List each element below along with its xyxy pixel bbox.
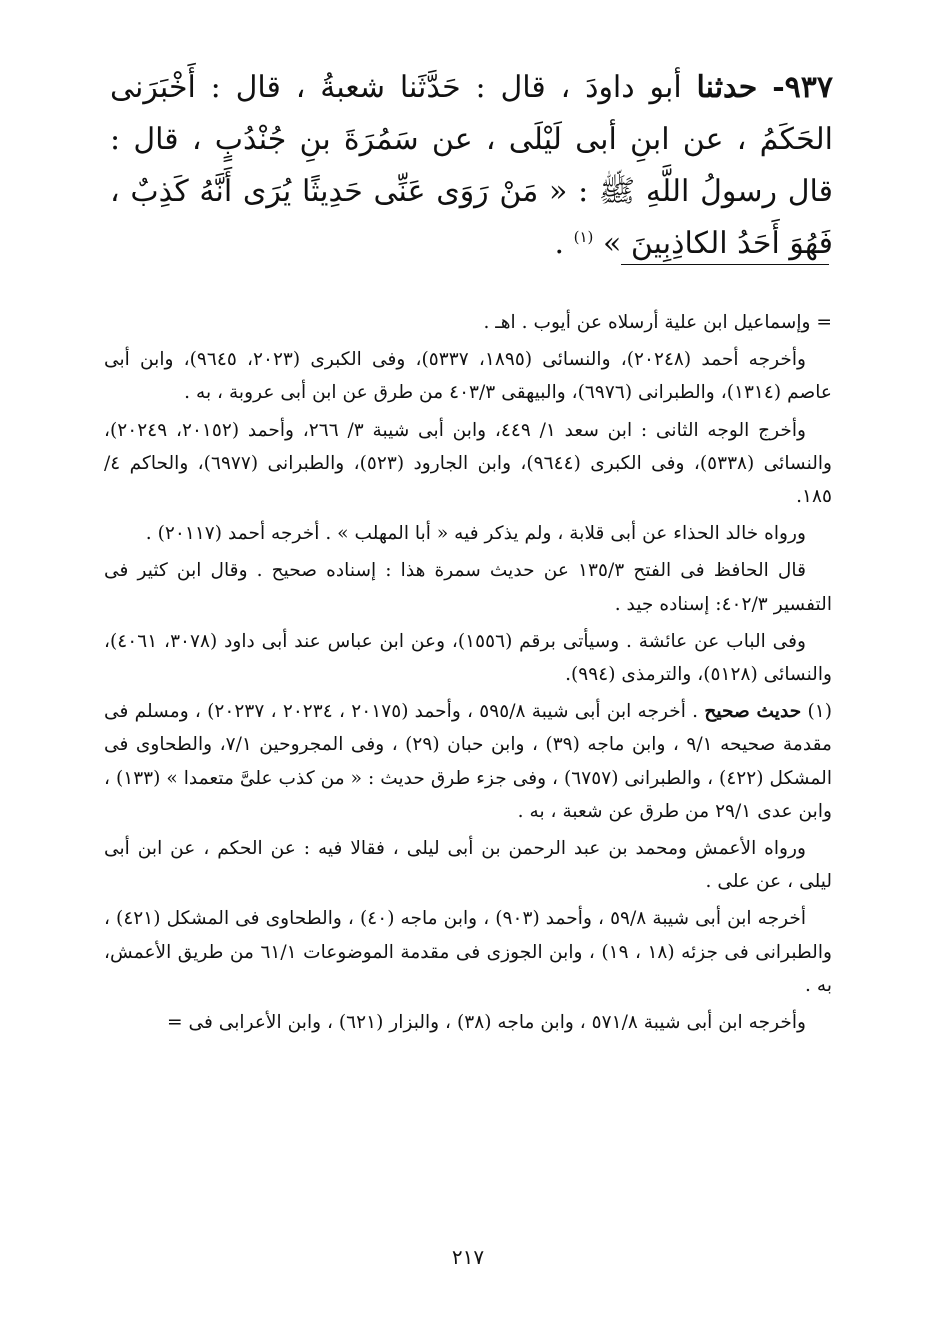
footnote-1-grade: حديث صحيح: [704, 701, 802, 723]
note-paragraph: أخرجه ابن أبى شيبة ٥٩/٨ ، وأحمد (٩٠٣) ، وابن ماجه (٤٠) ، والطحاوى فى المشكل (٤٢١) ، والطبرانى فى جزئه (١٨ ، ١٩) ، وابن الجوزى فى مقدمة الموضوعات ٦١/١ من طريق الأعمش، به .: [104, 908, 832, 996]
footnote-1-ref: (١): [807, 701, 832, 723]
note-paragraph: قال الحافظ فى الفتح ١٣٥/٣ عن حديث سمرة هذا : إسناده صحيح . وقال ابن كثير فى التفسير ٤٠٢/٣: إسناده جيد .: [104, 560, 832, 615]
note-paragraph: ورواه الأعمش ومحمد بن عبد الرحمن بن أبى ليلى ، فقالا فيه : عن الحكم ، عن ابن أبى ليلى ، عن على .: [104, 838, 832, 893]
note-paragraph: وأخرجه ابن أبى شيبة ٥٧١/٨ ، وابن ماجه (٣٨) ، والبزار (٦٢١) ، وابن الأعرابى فى =: [166, 1012, 806, 1034]
hadith-number: ٩٣٧-: [772, 70, 833, 105]
note-paragraph: وفى الباب عن عائشة . وسيأتى برقم (١٥٥٦)، وعن ابن عباس عند أبى داود (٣٠٧٨، ٤٠٦١)، والنسائى (٥١٢٨)، والترمذى (٩٩٤).: [104, 630, 832, 686]
footnotes: [104, 306, 832, 1043]
note-paragraph: وأخرج الوجه الثانى : ابن سعد ١/ ٤٤٩، وابن أبى شيبة ٣/ ٢٦٦، وأحمد (٢٠١٥٢، ٢٠٢٤٩)، والنسائى (٥٣٣٨)، وفى الكبرى (٩٦٤٤)، وابن الجارود (٥٢٣)، والطبرانى (٦٩٧٧)، والحاكم ٤/ ١٨٥.: [104, 419, 833, 508]
hadith-end: .: [554, 226, 574, 261]
footnote-1: [104, 695, 832, 828]
note-paragraph: = وإسماعيل ابن علية أرسلاه عن أيوب . اهـ .: [483, 312, 832, 333]
page-number: ٢١٧: [451, 1245, 485, 1269]
footnote-separator: [621, 264, 829, 265]
note-paragraph: ورواه خالد الحذاء عن أبى قلابة ، ولم يذكر فيه « أبا المهلب » . أخرجه أحمد (٢٠١١٧) .: [145, 523, 806, 545]
note-paragraph: وأخرجه أحمد (٢٠٢٤٨)، والنسائى (١٨٩٥، ٥٣٣٧)، وفى الكبرى (٢٠٢٣، ٩٦٤٥)، وابن أبى عاصم (١٣١٤)، والطبرانى (٦٩٧٦)، والبيهقى ٤٠٣/٣ من طرق عن ابن أبى عروبة ، به .: [104, 349, 832, 404]
hadith-intro: حدثنا: [696, 70, 758, 105]
footnote-1-body: . أخرجه ابن أبى شيبة ٥٩٥/٨ ، وأحمد (٢٠١٧٥ ، ٢٠٢٣٤ ، ٢٠٢٣٧) ، ومسلم فى مقدمة صحيحه ٩/١ ، وابن ماجه (٣٩) ، وابن حبان (٢٩) ، وفى المجروحين ٧/١، والطحاوى فى المشكل (٤٢٢) ، والطبرانى (٦٧٥٧) ، وفى جزء طرق حديث : « من كذب علىَّ متعمدا » (١٣٣) ، وابن عدى ٢٩/١ من طرق عن شعبة ، به .: [104, 701, 832, 822]
hadith-text: [110, 62, 833, 270]
footnote-ref: (١): [573, 228, 594, 246]
hadith-body: أبو داودَ ، قال : حَدَّثَنا شعبةُ ، قال : أَخْبَرَنى الحَكَمُ ، عن ابنِ أبى لَيْلَى ، عن سَمُرَةَ بنِ جُنْدُبٍ ، قال : قال رسولُ اللَّهِ ﷺ : « مَنْ رَوَى عَنِّى حَدِيثًا يُرَى أَنَّهُ كَذِبٌ ، فَهُوَ أَحَدُ الكاذِبِينَ »: [110, 70, 833, 261]
